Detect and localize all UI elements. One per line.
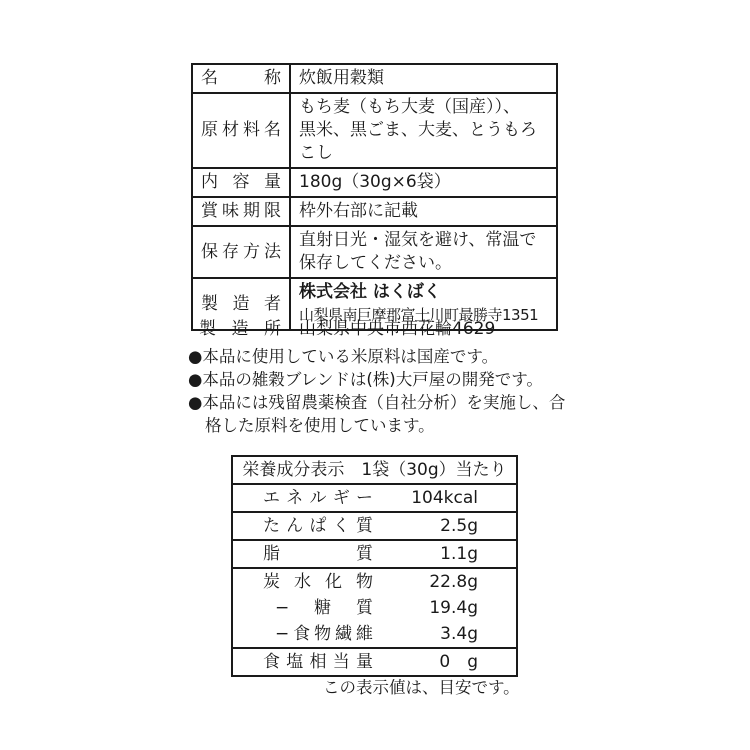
notes — [188, 345, 575, 437]
row-label: 賞味期限 — [192, 197, 290, 226]
row-label: 保存方法 — [192, 226, 290, 278]
nutrition-table — [231, 455, 518, 677]
nutrient-name: エネルギー — [232, 484, 373, 512]
note: ●本品には残留農薬検査（自社分析）を実施し、合格した原料を使用しています。 — [188, 393, 566, 435]
value-line: もち麦（もち大麦（国産））、 — [299, 97, 520, 117]
label-row-contents — [192, 168, 557, 197]
factory-line — [199, 314, 495, 339]
row-value — [290, 226, 557, 278]
nutrient-value: 0 g — [373, 648, 517, 676]
value-line: 黒米、黒ごま、大麦、とうもろ — [299, 120, 537, 140]
value-line: 直射日光・湿気を避け、常温で — [299, 230, 537, 250]
row-value: 枠外右部に記載 — [290, 197, 557, 226]
row-label: 内容量 — [192, 168, 290, 197]
value-line: 株式会社 はくばく — [299, 282, 441, 302]
nutrient-value: 19.4g — [429, 598, 478, 618]
factory-value: 山梨県中央市西花輪4629 — [299, 319, 496, 339]
nutrient-value: 2.5g — [373, 512, 517, 540]
nutrient-value: 22.8g — [373, 568, 517, 595]
label-row-storage — [192, 226, 557, 278]
row-value — [290, 93, 557, 168]
label-row-ingredients — [192, 93, 557, 168]
value-line: こし — [299, 143, 333, 163]
row-value: 180g（30g×6袋） — [290, 168, 557, 197]
factory-label: 製造所 — [199, 319, 281, 339]
note: ●本品の雑穀ブレンドは(株)大戸屋の開発です。 — [188, 370, 543, 389]
label-row-best-before — [192, 197, 557, 226]
row-label: 製造者 — [192, 278, 290, 330]
nutrient-value: 3.4g — [373, 621, 517, 648]
nutrient-name: たんぱく質 — [232, 512, 373, 540]
value-line: 保存してください。 — [299, 253, 452, 273]
nutrient-value: 1.1g — [373, 540, 517, 568]
row-value: 炊飯用穀類 — [290, 64, 557, 93]
value-line: 山梨県南巨摩郡富士川町最勝寺1351 — [299, 306, 539, 324]
row-label: 原材料名 — [192, 93, 290, 168]
nutrient-name: −糖質 — [275, 598, 373, 618]
nutrient-name: −食物繊維 — [232, 621, 373, 648]
label-row-name — [192, 64, 557, 93]
nutrient-value: 104kcal — [373, 484, 517, 512]
nutrition-header: 栄養成分表示 1袋（30g）当たり — [232, 456, 517, 484]
nutrient-name: 脂質 — [232, 540, 373, 568]
nutrient-name: 食塩相当量 — [232, 648, 373, 676]
nutrient-name: 炭水化物 — [232, 568, 373, 595]
product-label-table — [191, 63, 558, 331]
note: ●本品に使用している米原料は国産です。 — [188, 347, 499, 366]
row-label: 名 称 — [192, 64, 290, 93]
nutrition-footnote: この表示値は、目安です。 — [323, 678, 520, 697]
